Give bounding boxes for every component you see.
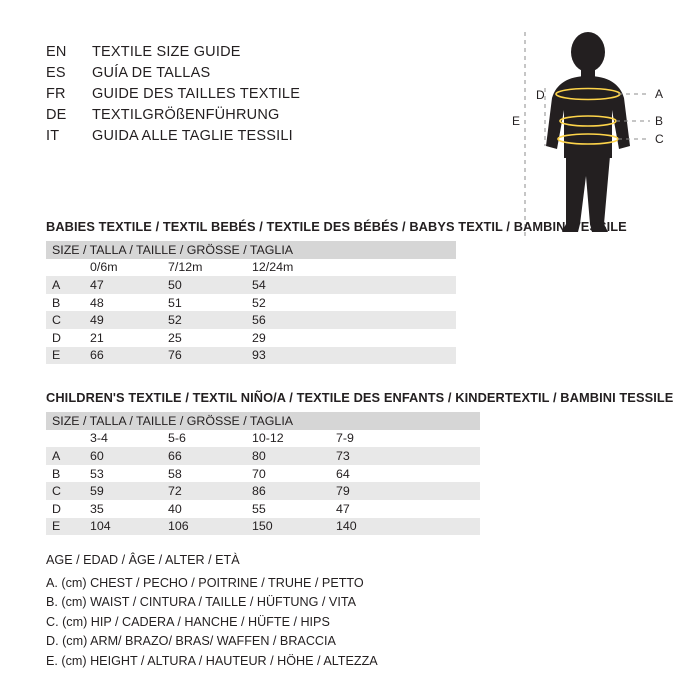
figure-label-e: E [512, 114, 521, 128]
cell-value: 72 [168, 484, 182, 499]
figure-label-a: A [655, 87, 664, 101]
column-header: 7-9 [336, 431, 354, 446]
figure-label-d: D [536, 88, 545, 102]
empty-cell [420, 447, 480, 465]
cell-value: 54 [252, 277, 266, 292]
measurement-legend [46, 551, 378, 672]
size-header-cell: SIZE / TALLA / TAILLE / GRÖSSE / TAGLIA [46, 412, 480, 430]
language-code: DE [46, 107, 67, 123]
language-code: ES [46, 65, 66, 81]
empty-cell [336, 347, 456, 365]
row-label: D [52, 330, 61, 345]
table-row [46, 465, 480, 483]
cell-value: 76 [168, 348, 182, 363]
empty-cell [336, 259, 456, 277]
language-label: GUIDE DES TAILLES TEXTILE [92, 86, 301, 102]
table-row [46, 518, 480, 536]
table-row [46, 294, 456, 312]
empty-cell [420, 500, 480, 518]
table-row [46, 482, 480, 500]
cell-value: 79 [336, 484, 350, 499]
cell-value: 55 [252, 501, 266, 516]
cell-value: 49 [90, 313, 104, 328]
language-row [46, 128, 466, 149]
babies-size-table [46, 241, 456, 364]
cell-value: 52 [252, 295, 266, 310]
table-row [46, 311, 456, 329]
column-header: 5-6 [168, 431, 186, 446]
language-code: FR [46, 86, 66, 102]
children-table-block [46, 390, 673, 535]
empty-cell [420, 465, 480, 483]
cell-value: 140 [336, 519, 357, 534]
cell-value: 40 [168, 501, 182, 516]
cell-value: 64 [336, 466, 350, 481]
cell-value: 60 [90, 448, 104, 463]
row-label: B [52, 295, 61, 310]
cell-value: 58 [168, 466, 182, 481]
column-header: 7/12m [168, 260, 203, 275]
cell-value: 80 [252, 448, 266, 463]
cell-value: 29 [252, 330, 266, 345]
table-column-row [46, 430, 480, 448]
cell-value: 51 [168, 295, 182, 310]
row-label: E [52, 519, 61, 534]
cell-value: 70 [252, 466, 266, 481]
language-code: IT [46, 128, 60, 144]
cell-value: 66 [90, 348, 104, 363]
cell-value: 21 [90, 330, 104, 345]
children-table-title: CHILDREN'S TEXTILE / TEXTIL NIÑO/A / TEXTILE DES ENFANTS / KINDERTEXTIL / BAMBINI TESSILE [46, 390, 674, 405]
table-row [46, 329, 456, 347]
language-label: TEXTILE SIZE GUIDE [92, 44, 241, 60]
column-header: 10-12 [252, 431, 284, 446]
table-row [46, 500, 480, 518]
column-header: 3-4 [90, 431, 108, 446]
empty-cell [46, 259, 90, 277]
table-row [46, 447, 480, 465]
cell-value: 93 [252, 348, 266, 363]
language-row [46, 107, 466, 128]
empty-cell [336, 276, 456, 294]
babies-table-block [46, 219, 627, 364]
language-row [46, 44, 466, 65]
cell-value: 86 [252, 484, 266, 499]
cell-value: 106 [168, 519, 189, 534]
cell-value: 35 [90, 501, 104, 516]
language-label: GUIDA ALLE TAGLIE TESSILI [92, 128, 293, 144]
cell-value: 25 [168, 330, 182, 345]
legend-item-a: A. (cm) CHEST / PECHO / POITRINE / TRUHE / PETTO [46, 575, 364, 590]
empty-cell [46, 430, 90, 448]
figure-label-b: B [655, 114, 664, 128]
cell-value: 56 [252, 313, 266, 328]
cell-value: 47 [90, 277, 104, 292]
legend-item-d: D. (cm) ARM/ BRAZO/ BRAS/ WAFFEN / BRACCIA [46, 634, 336, 649]
legend-age: AGE / EDAD / ÂGE / ALTER / ETÀ [46, 553, 240, 567]
language-code: EN [46, 44, 67, 60]
row-label: D [52, 501, 61, 516]
language-row [46, 86, 466, 107]
cell-value: 66 [168, 448, 182, 463]
language-title-list [46, 44, 466, 149]
language-label: GUÍA DE TALLAS [92, 65, 211, 81]
row-label: B [52, 466, 61, 481]
size-header-cell: SIZE / TALLA / TAILLE / GRÖSSE / TAGLIA [46, 241, 456, 259]
row-label: E [52, 348, 61, 363]
cell-value: 52 [168, 313, 182, 328]
cell-value: 53 [90, 466, 104, 481]
cell-value: 48 [90, 295, 104, 310]
cell-value: 150 [252, 519, 273, 534]
empty-cell [420, 518, 480, 536]
cell-value: 73 [336, 448, 350, 463]
column-header: 12/24m [252, 260, 294, 275]
legend-item-c: C. (cm) HIP / CADERA / HANCHE / HÜFTE / HIPS [46, 614, 330, 629]
table-header-row [46, 412, 480, 430]
figure-label-c: C [655, 132, 664, 146]
cell-value: 50 [168, 277, 182, 292]
children-size-table [46, 412, 480, 535]
cell-value: 104 [90, 519, 111, 534]
table-row [46, 276, 456, 294]
row-label: A [52, 277, 61, 292]
empty-cell [420, 430, 480, 448]
empty-cell [420, 482, 480, 500]
table-row [46, 347, 456, 365]
legend-item-b: B. (cm) WAIST / CINTURA / TAILLE / HÜFTUNG / VITA [46, 595, 356, 610]
empty-cell [336, 329, 456, 347]
language-label: TEXTILGRÖßENFÜHRUNG [92, 107, 280, 123]
column-header: 0/6m [90, 260, 118, 275]
language-row [46, 65, 466, 86]
child-silhouette [546, 32, 630, 232]
table-column-row [46, 259, 456, 277]
table-header-row [46, 241, 456, 259]
babies-table-title: BABIES TEXTILE / TEXTIL BEBÉS / TEXTILE DES BÉBÉS / BABYS TEXTIL / BAMBINI TESSILE [46, 219, 627, 234]
cell-value: 47 [336, 501, 350, 516]
row-label: C [52, 484, 61, 499]
row-label: C [52, 313, 61, 328]
empty-cell [336, 311, 456, 329]
empty-cell [336, 294, 456, 312]
legend-item-e: E. (cm) HEIGHT / ALTURA / HAUTEUR / HÖHE / ALTEZZA [46, 653, 378, 668]
cell-value: 59 [90, 484, 104, 499]
row-label: A [52, 448, 61, 463]
